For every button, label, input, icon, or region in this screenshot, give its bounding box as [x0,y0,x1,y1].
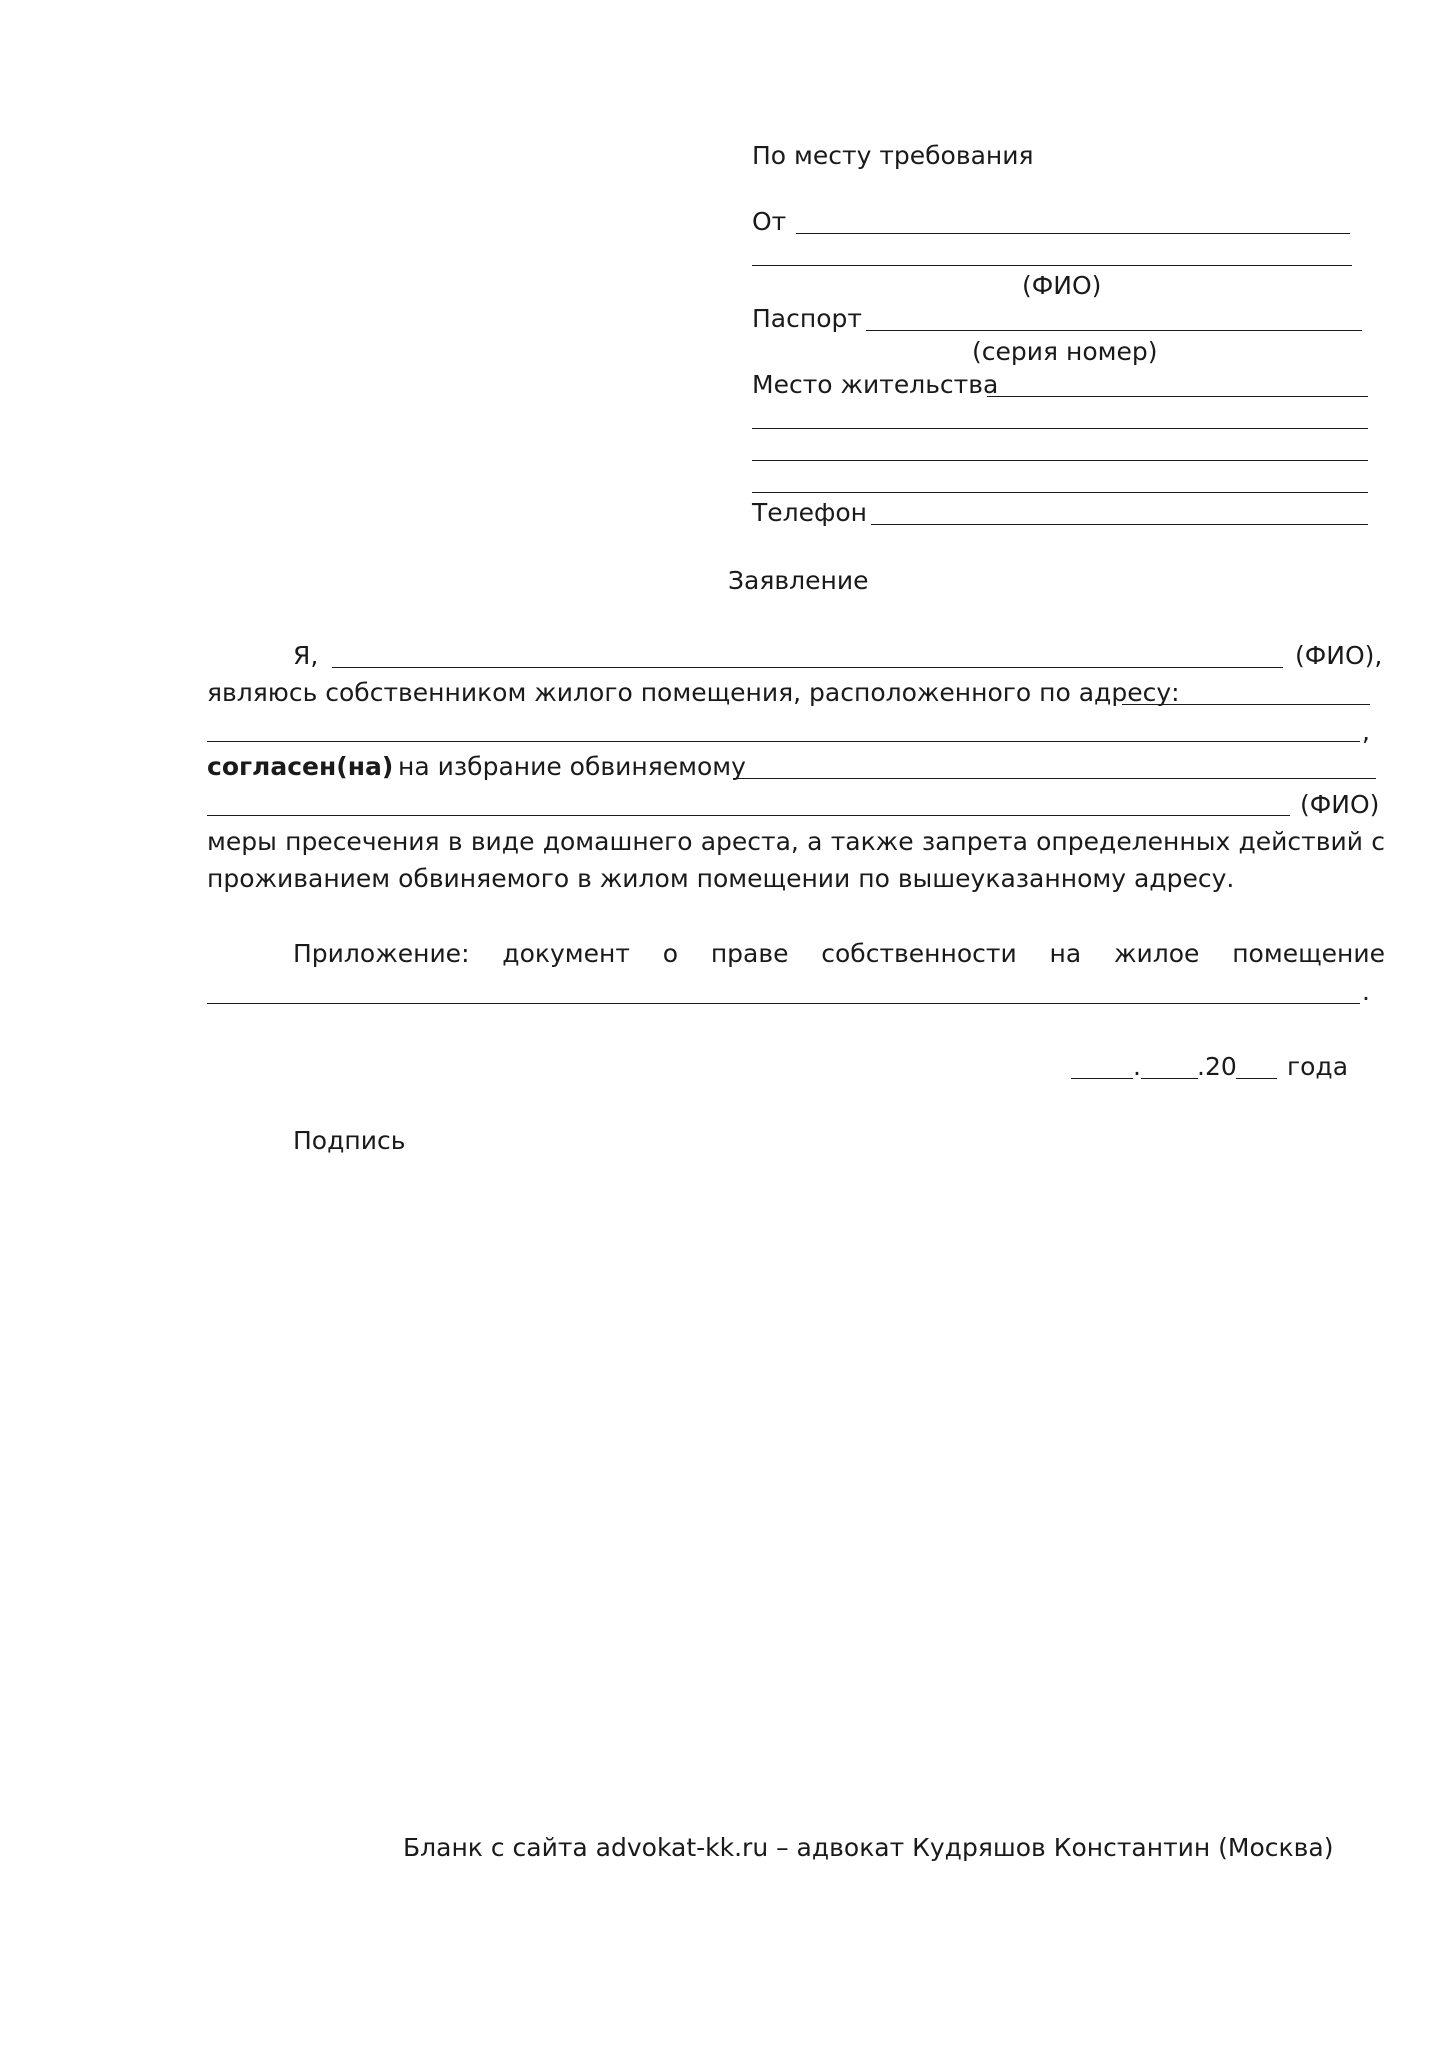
residence-field-line-3[interactable] [752,460,1368,461]
word: помещение [1232,939,1385,968]
word: действий [1238,827,1363,856]
word: о [662,939,679,968]
applicant-fio-line[interactable] [332,667,1283,668]
word: меры [207,827,277,856]
date-suffix: года [1287,1052,1349,1081]
word: домашнего [542,827,693,856]
agree-rest: на избрание обвиняемому [398,752,746,781]
word: собственности [821,939,1017,968]
word: виде [470,827,535,856]
document-title: Заявление [728,566,869,595]
address-field-line-2[interactable] [207,741,1360,742]
word: а [807,827,823,856]
word: с [1371,827,1385,856]
date-day-line[interactable] [1071,1078,1133,1079]
body-line-2: проживанием обвиняемого в жилом помещении по вышеуказанному адресу. [207,864,1235,893]
phone-label: Телефон [752,498,868,527]
i-label: Я, [293,641,319,670]
accused-fio-line[interactable] [733,778,1376,779]
footer-note: Бланк с сайта advokat-kk.ru – адвокат Кудряшов Константин (Москва) [403,1833,1334,1862]
from-label: От [752,207,787,236]
passport-field-line[interactable] [866,330,1362,331]
fio-suffix: (ФИО), [1295,641,1383,670]
word: праве [710,939,789,968]
fio-suffix-2: (ФИО) [1300,790,1380,819]
signature-label: Подпись [293,1126,406,1155]
from-field-line[interactable] [796,233,1350,234]
attachment-field-line[interactable] [207,1003,1360,1004]
residence-field-line-4[interactable] [752,492,1368,493]
residence-field-line-2[interactable] [752,428,1368,429]
date-dot: . [1133,1052,1141,1081]
residence-label: Место жительства [752,370,999,399]
word: ареста, [700,827,799,856]
address-field-line[interactable] [1122,704,1370,705]
attachment-line [293,938,1385,970]
word: на [1049,939,1082,968]
word: также [830,827,914,856]
passport-hint: (серия номер) [972,337,1158,366]
body-justified-line [207,826,1385,858]
word: жилое [1113,939,1200,968]
owner-text: являюсь собственником жилого помещения, расположенного по адресу: [207,678,1180,707]
date-year-prefix: .20 [1197,1052,1237,1081]
word: Приложение: [293,939,470,968]
word: запрета [921,827,1028,856]
word: в [447,827,463,856]
residence-field-line[interactable] [987,396,1368,397]
passport-label: Паспорт [752,304,862,333]
date-year-line[interactable] [1236,1078,1277,1079]
word: пресечения [285,827,440,856]
word: определенных [1036,827,1231,856]
from-field-line-2[interactable] [752,265,1352,266]
accused-fio-line-2[interactable] [207,815,1290,816]
addressee: По месту требования [752,141,1034,170]
phone-field-line[interactable] [871,524,1368,525]
word: документ [502,939,630,968]
address-comma: , [1362,717,1370,746]
fio-hint: (ФИО) [1022,271,1102,300]
agree-bold: согласен(на) [207,752,394,781]
attachment-period: . [1362,977,1370,1006]
date-month-line[interactable] [1141,1078,1198,1079]
